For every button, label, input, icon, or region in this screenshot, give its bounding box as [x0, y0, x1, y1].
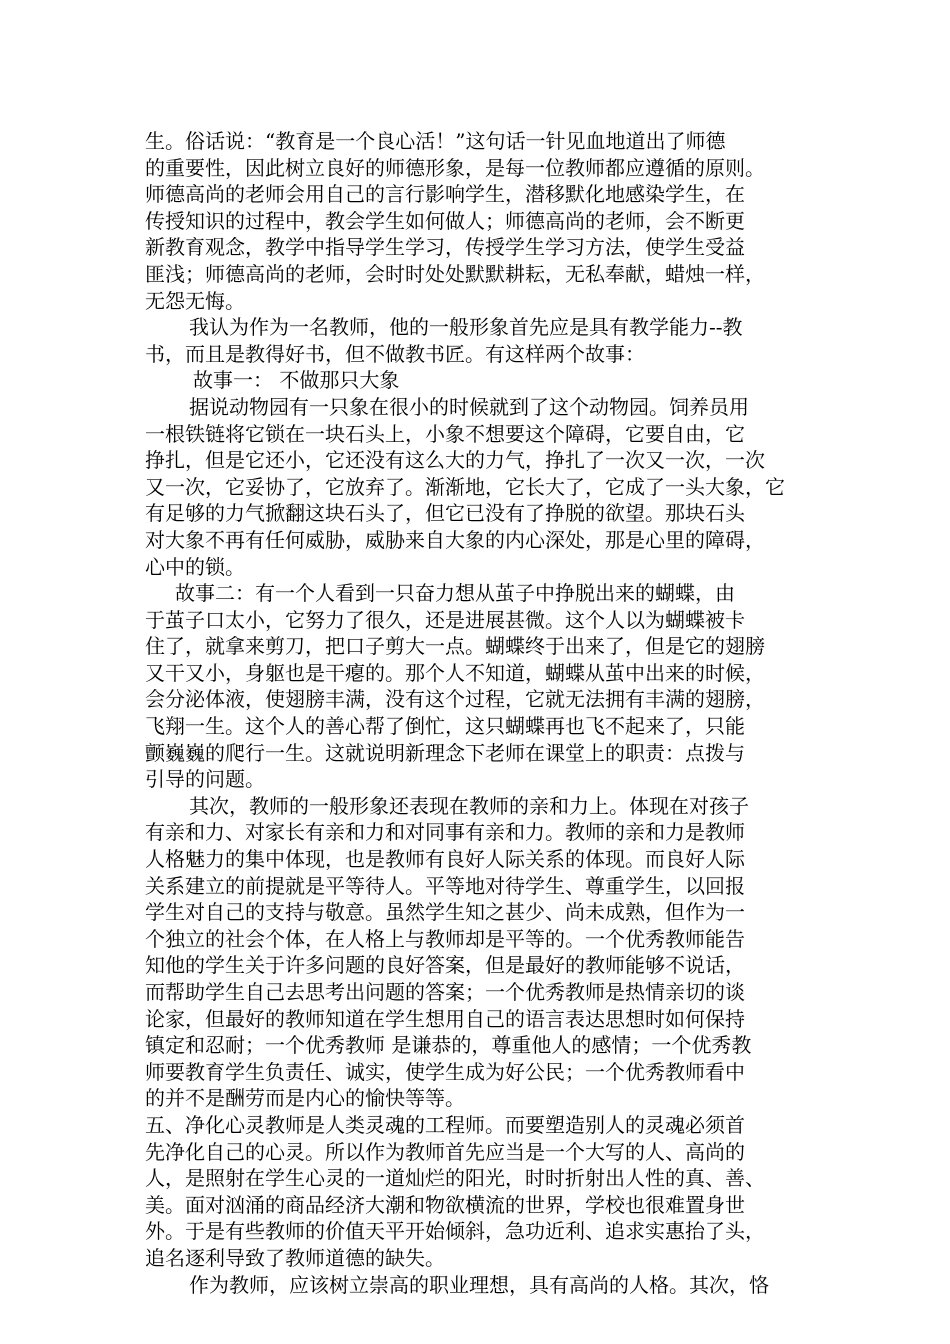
text-line: 又干又小，身躯也是干瘪的。那个人不知道，蝴蝶从茧中出来的时候，: [145, 660, 765, 685]
text-line: 会分泌体液，使翅膀丰满，没有这个过程，它就无法拥有丰满的翅膀，: [145, 687, 765, 712]
text-line: 个独立的社会个体，在人格上与教师却是平等的。一个优秀教师能告: [145, 926, 745, 951]
text-line: 生。俗话说：“教育是一个良心活！”这句话一针见血地道出了师德: [145, 129, 726, 153]
text-line: 又一次，它妥协了，它放弃了。渐渐地，它长大了，它成了一头大象，它: [145, 474, 785, 499]
text-line: 无怨无悔。: [145, 288, 245, 313]
text-line: 美。面对汹涌的商品经济大潮和物欲横流的世界，学校也很难置身世: [145, 1192, 745, 1217]
text-line: 而帮助学生自己去思考出问题的答案；一个优秀教师是热情亲切的谈: [145, 980, 745, 1004]
text-line: 作为教师，应该树立崇高的职业理想，具有高尚的人格。其次，恪: [189, 1272, 769, 1297]
text-line: 师要教育学生负责任、诚实，使学生成为好公民；一个优秀教师看中: [145, 1059, 745, 1084]
text-line: 先净化自己的心灵。所以作为教师首先应当是一个大写的人、高尚的: [145, 1139, 745, 1164]
text-line: 人格魅力的集中体现，也是教师有良好人际关系的体现。而良好人际: [145, 847, 745, 872]
text-line: 镇定和忍耐；一个优秀教师 是谦恭的，尊重他人的感情；一个优秀教: [145, 1033, 752, 1058]
text-line: 挣扎，但是它还小，它还没有这么大的力气，挣扎了一次又一次，一次: [145, 448, 765, 473]
text-line: 其次，教师的一般形象还表现在教师的亲和力上。体现在对孩子: [189, 793, 749, 818]
text-line: 心中的锁。: [145, 554, 245, 579]
text-line: 对大象不再有任何威胁，威胁来自大象的内心深处，那是心里的障碍，: [145, 527, 765, 552]
text-line: 有亲和力、对家长有亲和力和对同事有亲和力。教师的亲和力是教师: [145, 820, 745, 845]
text-line: 新教育观念，教学中指导学生学习，传授学生学习方法，使学生受益: [145, 235, 745, 260]
text-line: 一根铁链将它锁在一块石头上，小象不想要这个障碍，它要自由，它: [145, 421, 745, 446]
text-line: 知他的学生关于许多问题的良好答案，但是最好的教师能够不说话，: [145, 953, 745, 978]
text-line: 学生对自己的支持与敬意。虽然学生知之甚少、尚未成熟，但作为一: [145, 900, 745, 925]
text-line: 颤巍巍的爬行一生。这就说明新理念下老师在课堂上的职责：点拨与: [145, 740, 745, 765]
text-line: 传授知识的过程中，教会学生如何做人；师德高尚的老师，会不断更: [145, 208, 745, 233]
text-line: 外。于是有些教师的价值天平开始倾斜，急功近利、追求实惠抬了头，: [145, 1219, 765, 1244]
text-line: 据说动物园有一只象在很小的时候就到了这个动物园。饲养员用: [189, 394, 749, 419]
story-heading: 故事一： 不做那只大象: [193, 368, 400, 393]
text-line: 人，是照射在学生心灵的一道灿烂的阳光，时时折射出人性的真、善、: [145, 1166, 765, 1191]
text-line: 匪浅；师德高尚的老师，会时时处处默默耕耘，无私奉献，蜡烛一样，: [145, 261, 765, 286]
document-page: [145, 128, 805, 1298]
text-line: 有足够的力气掀翻这块石头了，但它已没有了挣脱的欲望。那块石头: [145, 501, 745, 526]
text-line: 我认为作为一名教师，他的一般形象首先应是具有教学能力--教: [189, 315, 743, 340]
text-line: 的重要性，因此树立良好的师德形象，是每一位教师都应遵循的原则。: [145, 155, 765, 180]
text-line: 飞翔一生。这个人的善心帮了倒忙，这只蝴蝶再也飞不起来了，只能: [145, 714, 745, 739]
text-line: 于茧子口太小，它努力了很久，还是进展甚微。这个人以为蝴蝶被卡: [145, 607, 745, 632]
section-heading: 五、净化心灵教师是人类灵魂的工程师。而要塑造别人的灵魂必须首: [145, 1112, 745, 1137]
text-line: 师德高尚的老师会用自己的言行影响学生，潜移默化地感染学生，在: [145, 182, 745, 207]
text-line: 关系建立的前提就是平等待人。平等地对待学生、尊重学生，以回报: [145, 873, 745, 898]
text-line: 引导的问题。: [145, 767, 265, 792]
text-line: 书，而且是教得好书，但不做教书匠。有这样两个故事：: [145, 341, 645, 366]
text-line: 论家，但最好的教师知道在学生想用自己的语言表达思想时如何保持: [145, 1006, 745, 1031]
text-line: 追名逐利导致了教师道德的缺失。: [145, 1245, 445, 1270]
text-line: 住了，就拿来剪刀，把口子剪大一点。蝴蝶终于出来了，但是它的翅膀: [145, 634, 765, 659]
story-heading: 故事二：有一个人看到一只奋力想从茧子中挣脱出来的蝴蝶，由: [175, 581, 735, 606]
text-line: 的并不是酬劳而是内心的愉快等等。: [145, 1086, 465, 1111]
